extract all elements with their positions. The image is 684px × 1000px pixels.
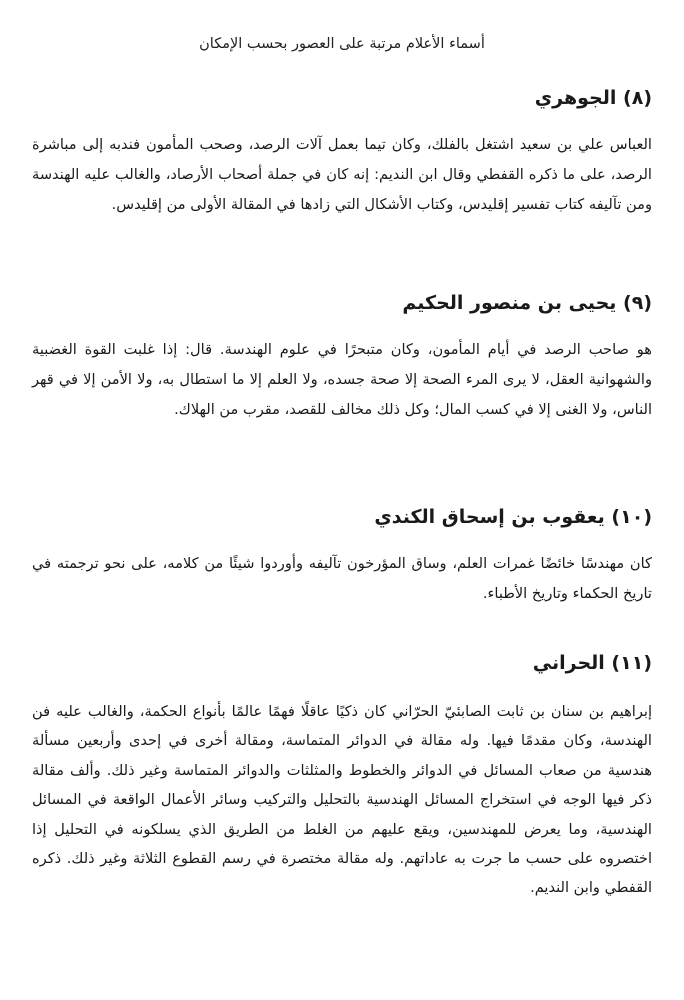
entry-body-9: هو صاحب الرصد في أيام المأمون، وكان متبحرًا في علوم الهندسة. قال: إذا غلبت القوة الغضبية والشهوانية العقل، لا يرى المرء الصحة إلا صحة جسده، ولا العلم إلا ما استطال به، ولا الأمن إلا في قهر الناس، ولا الغنى إلا في كسب المال؛ وكل ذلك مخالف للقصد، مقرب من الهلاك. [32, 341, 652, 419]
entry-body-11: إبراهيم بن سنان بن ثابت الصابئيّ الحرّاني كان ذكيًا عاقلًا فهمًا عالمًا بأنواع الحكمة، والغالب عليه فن الهندسة، وكان مقدمًا فيها. وله مقالة في الدوائر المتماسة، ومقالة أخرى في إحدى وأربعين مسألة هندسية من صعاب المسائل في الدوائر والخطوط والمثلثات والدوائر المتماسة وغير ذلك. وألف مقالة ذكر فيها الوجه في استخراج المسائل الهندسية بالتحليل والتركيب وسائر الأعمال الواقعة في المسائل الهندسية، وما يعرض للمهندسين، ويقع عليهم من الغلط من الطريق الذي يسلكونه في التحليل إذا اختصروه على حسب ما جرت به عاداتهم. وله مقالة مختصرة في رسم القطوع الثلاثة وغير ذلك. ذكره القفطي وابن النديم. [32, 703, 652, 897]
book-page [32, 0, 652, 1000]
entry-body-8: العباس علي بن سعيد اشتغل بالفلك، وكان تيما بعمل آلات الرصد، وصحب المأمون فندبه إلى مباشرة الرصد، على ما ذكره القفطي وقال ابن النديم: إنه كان في جملة أصحاب الأرصاد، والغالب عليه الهندسة ومن تآليفه كتاب تفسير إقليدس، وكتاب الأشكال التي زادها في المقالة الأولى من إقليدس. [32, 136, 652, 214]
entry-body-10: كان مهندسًا خائضًا غمرات العلم، وساق المؤرخون تآليفه وأوردوا شيئًا من كلامه، على نحو ترجمته في تاريخ الحكماء وتاريخ الأطباء. [32, 555, 652, 603]
entry-heading-9: (٩) يحيى بن منصور الحكيم [402, 292, 652, 314]
entry-heading-11: (١١) الحراني [532, 652, 652, 674]
entry-heading-10: (١٠) يعقوب بن إسحاق الكندي [374, 506, 652, 528]
running-header: أسماء الأعلام مرتبة على العصور بحسب الإمكان [199, 36, 485, 52]
entry-heading-8: (٨) الجوهري [534, 87, 652, 109]
